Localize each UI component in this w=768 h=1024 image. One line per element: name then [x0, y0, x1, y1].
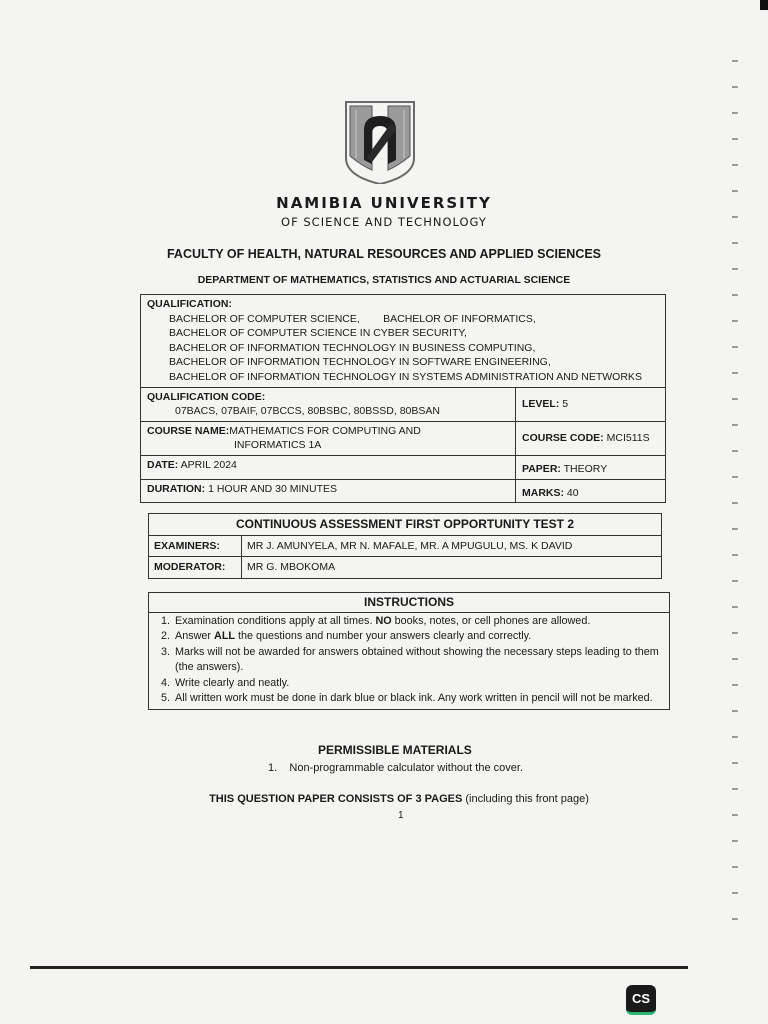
level-label: LEVEL:	[522, 397, 560, 410]
scan-edge-dashes	[732, 60, 738, 940]
date-label: DATE:	[147, 458, 179, 471]
qualification-item: BACHELOR OF COMPUTER SCIENCE, BACHELOR OF INFORMATICS,	[169, 312, 536, 325]
course-code-cell	[516, 421, 666, 455]
course-name-cell	[141, 421, 516, 455]
examiners-value: MR J. AMUNYELA, MR N. MAFALE, MR. A MPUGULU, MS. K DAVID	[242, 535, 662, 557]
duration-cell	[141, 479, 516, 503]
faculty-title: FACULTY OF HEALTH, NATURAL RESOURCES AND APPLIED SCIENCES	[166, 247, 602, 261]
instructions-list	[149, 613, 669, 709]
level-cell	[516, 387, 666, 421]
course-name-label: COURSE NAME:	[147, 424, 230, 437]
date-value: APRIL 2024	[180, 458, 237, 471]
paper-cell	[516, 455, 666, 479]
course-name-value: MATHEMATICS FOR COMPUTING AND	[229, 424, 421, 437]
marks-label: MARKS:	[522, 486, 564, 499]
qualification-item: BACHELOR OF INFORMATION TECHNOLOGY IN SYSTEMS ADMINISTRATION AND NETWORKS	[169, 370, 642, 383]
university-logo-icon	[342, 100, 418, 184]
paper-value: THEORY	[563, 462, 608, 475]
instructions-cell	[149, 612, 670, 709]
permissible-item-text: Non-programmable calculator without the cover.	[289, 762, 523, 774]
marks-value: 40	[566, 486, 579, 499]
qualification-item: BACHELOR OF INFORMATION TECHNOLOGY IN SOFTWARE ENGINEERING,	[169, 356, 551, 369]
date-cell	[141, 455, 516, 479]
instruction-item: 2. Answer ALL the questions and number your answers clearly and correctly.	[173, 629, 669, 645]
course-details-table	[140, 294, 666, 503]
moderator-label-cell	[149, 557, 242, 579]
camscanner-logo-icon: CS	[626, 985, 656, 1015]
permissible-material-item	[268, 762, 523, 774]
permissible-materials-title: PERMISSIBLE MATERIALS	[318, 743, 472, 757]
qualification-code-cell	[141, 387, 516, 421]
course-code-label: COURSE CODE:	[522, 432, 604, 445]
duration-value: 1 HOUR AND 30 MINUTES	[208, 482, 338, 495]
qualification-cell	[141, 295, 666, 388]
paper-label: PAPER:	[522, 462, 561, 475]
scan-edge-mark	[760, 0, 768, 10]
qualification-code-value: 07BACS, 07BAIF, 07BCCS, 80BSBC, 80BSSD, 80BSAN	[175, 405, 440, 418]
qualification-item: BACHELOR OF INFORMATION TECHNOLOGY IN BUSINESS COMPUTING,	[169, 341, 536, 354]
assessment-table	[148, 513, 662, 579]
qualification-item: BACHELOR OF COMPUTER SCIENCE IN CYBER SECURITY,	[169, 327, 467, 340]
qualification-code-label: QUALIFICATION CODE:	[147, 390, 266, 403]
moderator-value: MR G. MBOKOMA	[242, 557, 662, 579]
marks-cell	[516, 479, 666, 503]
page-count-note: (including this front page)	[462, 793, 589, 805]
page-count-statement	[0, 793, 768, 805]
qualification-label: QUALIFICATION:	[147, 298, 232, 310]
moderator-label: MODERATOR:	[154, 561, 226, 574]
level-value: 5	[562, 397, 569, 410]
examiners-label-cell	[149, 535, 242, 557]
instruction-item: 4. Write clearly and neatly.	[173, 676, 669, 692]
duration-label: DURATION:	[147, 482, 206, 495]
course-name-value-line2: INFORMATICS 1A	[234, 439, 322, 452]
department-title: DEPARTMENT OF MATHEMATICS, STATISTICS AND ACTUARIAL SCIENCE	[197, 274, 571, 286]
page-count-bold: THIS QUESTION PAPER CONSISTS OF 3 PAGES	[209, 793, 463, 805]
examiners-label: EXAMINERS:	[154, 539, 220, 552]
assessment-title: CONTINUOUS ASSESSMENT FIRST OPPORTUNITY TEST 2	[149, 514, 662, 536]
page-number: 1	[398, 810, 404, 821]
instructions-title: INSTRUCTIONS	[149, 593, 670, 613]
university-name: NAMIBIA UNIVERSITY	[276, 194, 492, 212]
university-subname: OF SCIENCE AND TECHNOLOGY	[281, 215, 487, 229]
qualification-list	[147, 312, 659, 385]
instruction-item: 3. Marks will not be awarded for answers obtained without showing the necessary steps leading to them (the answers).	[173, 645, 669, 676]
instructions-table	[148, 592, 670, 710]
instruction-item: 1. Examination conditions apply at all times. NO books, notes, or cell phones are allowed.	[173, 614, 669, 630]
course-code-value: MCI511S	[606, 432, 650, 445]
permissible-item-number: 1.	[268, 762, 278, 774]
scan-bottom-edge	[30, 966, 688, 969]
instruction-item: 5. All written work must be done in dark blue or black ink. Any work written in pencil will not be marked.	[173, 691, 669, 707]
